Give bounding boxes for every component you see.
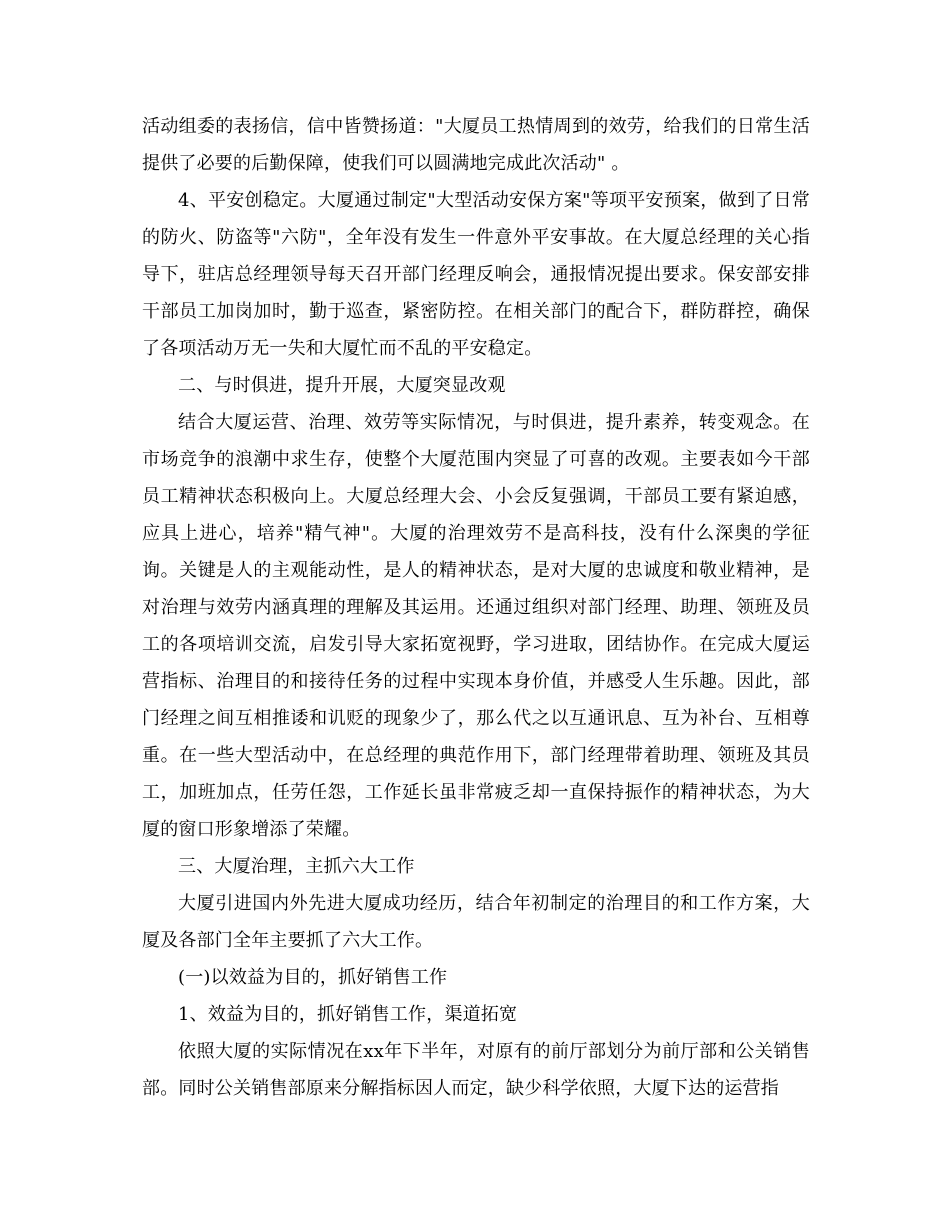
section-heading-3: 三、大厦治理，主抓六大工作 — [178, 856, 415, 877]
paragraph-continuation: 活动组委的表扬信，信中皆赞扬道："大厦员工热情周到的效劳，给我们的日常生活提供了必要的后勤保障，使我们可以圆满地完成此次活动" 。 — [142, 116, 810, 174]
paragraph-sales-body: 依照大厦的实际情况在xx年下半年，对原有的前厅部划分为前厅部和公关销售部。同时公关销售部原来分解指标因人而定，缺少科学依照，大厦下达的运营指 — [142, 1041, 810, 1099]
document-body — [142, 108, 810, 1107]
paragraph-section-3-intro: 大厦引进国内外先进大厦成功经历，结合年初制定的治理目的和工作方案，大厦及各部门全年主要抓了六大工作。 — [142, 893, 810, 951]
list-item-heading-1: 1、效益为目的，抓好销售工作，渠道拓宽 — [178, 1004, 518, 1025]
subsection-heading-1: (一)以效益为目的，抓好销售工作 — [178, 967, 448, 988]
section-heading-2: 二、与时俱进，提升开展，大厦突显改观 — [178, 375, 506, 396]
paragraph-section-2-body: 结合大厦运营、治理、效劳等实际情况，与时俱进，提升素养，转变观念。在市场竞争的浪潮中求生存，使整个大厦范围内突显了可喜的改观。主要表如今干部员工精神状态积极向上。大厦总经理大会、小会反复强调，干部员工要有紧迫感，应具上进心，培养"精气神"。大厦的治理效劳不是高科技，没有什么深奥的学征询。关键是人的主观能动性，是人的精神状态，是对大厦的忠诚度和敬业精神，是对治理与效劳内涵真理的理解及其运用。还通过组织对部门经理、助理、领班及员工的各项培训交流，启发引导大家拓宽视野，学习进取，团结协作。在完成大厦运营指标、治理目的和接待任务的过程中实现本身价值，并感受人生乐趣。因此，部门经理之间互相推诿和讥贬的现象少了，那么代之以互通讯息、互为补台、互相尊重。在一些大型活动中，在总经理的典范作用下，部门经理带着助理、领班及其员工，加班加点，任劳任怨，工作延长虽非常疲乏却一直保持振作的精神状态，为大厦的窗口形象增添了荣耀。 — [142, 412, 810, 840]
paragraph-item-4-safety: 4、平安创稳定。大厦通过制定"大型活动安保方案"等项平安预案，做到了日常的防火、防盗等"六防"，全年没有发生一件意外平安事故。在大厦总经理的关心指导下，驻店总经理领导每天召开部门经理反响会，通报情况提出要求。保安部安排干部员工加岗加时，勤于巡查，紧密防控。在相关部门的配合下，群防群控，确保了各项活动万无一失和大厦忙而不乱的平安稳定。 — [142, 190, 810, 359]
